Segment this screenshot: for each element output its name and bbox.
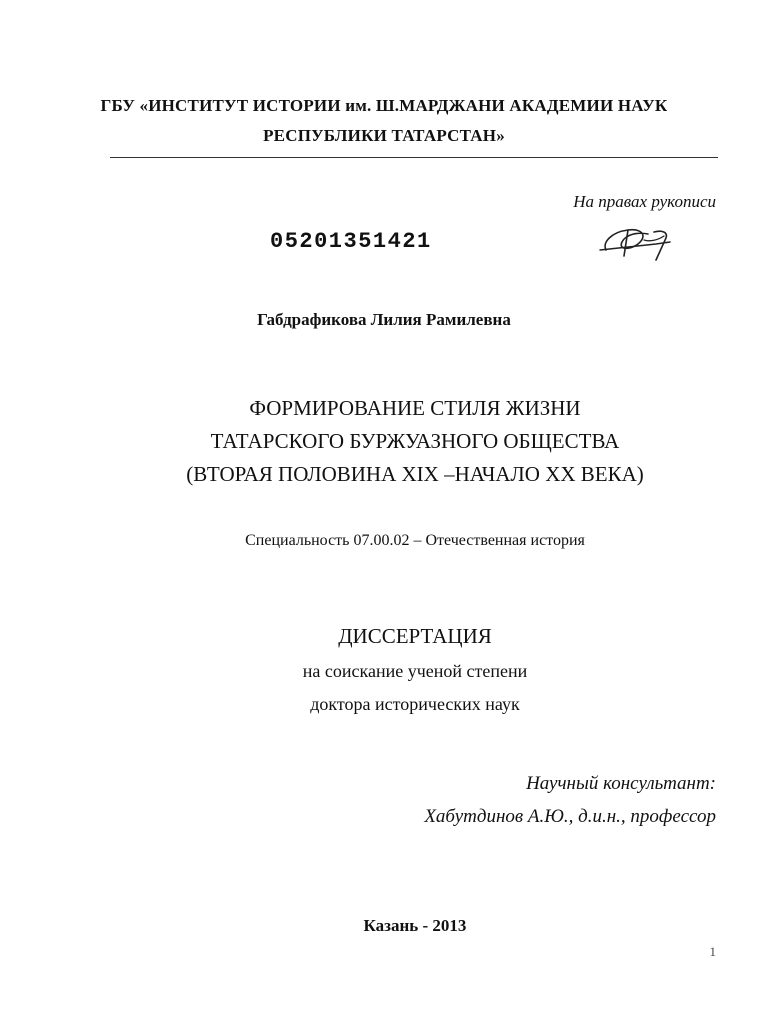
manuscript-note: На правах рукописи: [573, 192, 716, 211]
specialty: Специальность 07.00.02 – Отечественная история: [245, 532, 585, 549]
author-name: Габдрафикова Лилия Рамилевна: [257, 310, 511, 329]
title-line-3: (ВТОРАЯ ПОЛОВИНА XIX –НАЧАЛО XX ВЕКА): [186, 462, 644, 486]
institution-line-1: ГБУ «ИНСТИТУТ ИСТОРИИ им. Ш.МАРДЖАНИ АКАДЕМИИ НАУК: [100, 96, 668, 115]
place-year: Казань - 2013: [363, 916, 467, 935]
dissertation-heading: ДИССЕРТАЦИЯ: [338, 624, 492, 648]
page-number: 1: [709, 944, 716, 959]
consultant-name: Хабутдинов А.Ю., д.и.н., профессор: [424, 806, 716, 827]
consultant-label: Научный консультант:: [526, 773, 716, 794]
registration-code: 05201351421: [270, 229, 432, 254]
title-line-1: ФОРМИРОВАНИЕ СТИЛЯ ЖИЗНИ: [249, 396, 581, 420]
institution-line-2: РЕСПУБЛИКИ ТАТАРСТАН»: [263, 126, 505, 145]
degree-line-2: доктора исторических наук: [310, 694, 520, 714]
degree-line-1: на соискание ученой степени: [302, 661, 528, 681]
handwritten-signature: [598, 220, 674, 262]
header-divider: [110, 157, 718, 158]
title-line-2: ТАТАРСКОГО БУРЖУАЗНОГО ОБЩЕСТВА: [210, 429, 620, 453]
